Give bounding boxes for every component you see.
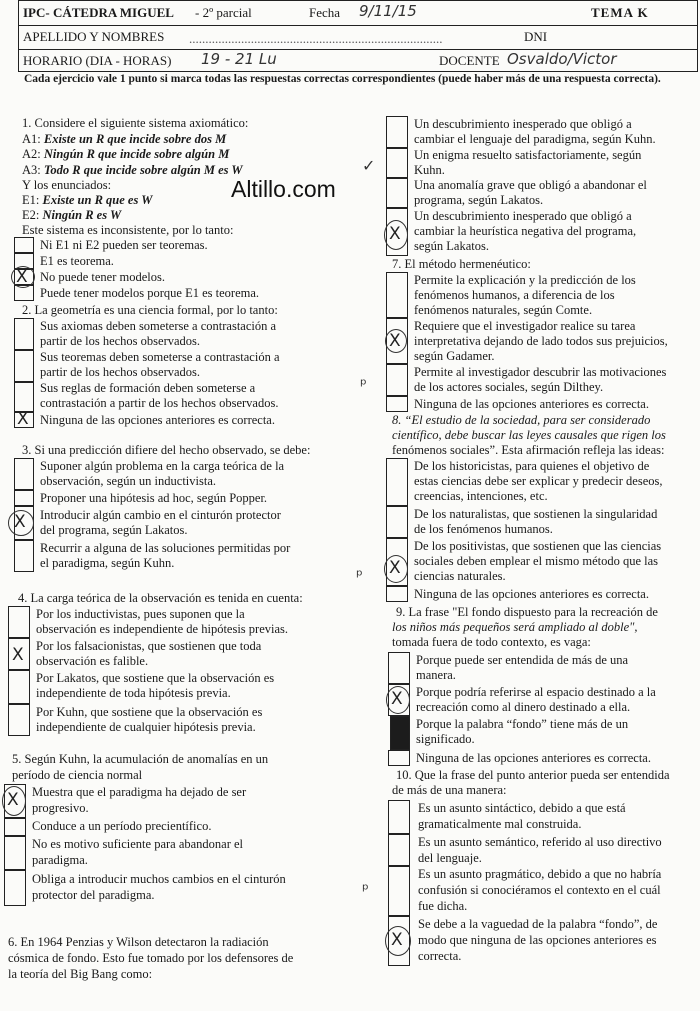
course-title: IPC- CÁTEDRA MIGUEL [23, 5, 174, 20]
docente-value[interactable]: Osvaldo/Victor [507, 50, 617, 68]
apellido-label: APELLIDO Y NOMBRES [23, 29, 165, 44]
instructions: Cada ejercicio vale 1 punto si marca todas las respuestas correctas correspondientes (puede haber más de una respuesta correcta). [24, 73, 661, 85]
q9-option-a-line1: Porque puede ser entendida de más de una [416, 653, 629, 667]
q2-checkbox-a[interactable] [14, 318, 34, 350]
q8-option-b-line1: De los naturalistas, que sostienen la singularidad [414, 507, 658, 521]
q10-option-c-line1: Es un asunto pragmático, debido a que no habría [418, 867, 662, 881]
q5-option-a-line2: progresivo. [32, 801, 89, 815]
q3-option-d-line1: Recurrir a alguna de las soluciones permitidas por [40, 541, 291, 555]
q8-option-b-line2: de los fenómenos humanos. [414, 522, 553, 536]
q7-checkbox-a[interactable] [386, 272, 408, 318]
q4-option-a-line1: Por los inductivistas, pues suponen que la [36, 607, 245, 621]
q9-stem-line3: tomada fuera de todo contexto, es vaga: [392, 635, 591, 649]
q7-option-a-line2: fenómenos humanos, a diferencia de los [414, 288, 615, 302]
q4-checkbox-c[interactable] [8, 670, 30, 704]
q5-checkbox-c[interactable] [4, 836, 26, 870]
header-row-2 [19, 25, 697, 50]
q10-checkbox-b[interactable] [388, 834, 410, 866]
q6-option-d-line3: según Lakatos. [414, 239, 489, 253]
q5-stem-line1: 5. Según Kuhn, la acumulación de anomalías en un [12, 752, 269, 766]
header-row-3 [19, 49, 697, 73]
q8-stem-line1: 8. “El estudio de la sociedad, para ser considerado [392, 413, 651, 427]
q10-stem-line2: de más de una manera: [392, 783, 507, 797]
q9-option-d: Ninguna de las opciones anteriores es correcta. [416, 751, 651, 765]
q4-checkbox-a[interactable] [8, 606, 30, 638]
q8-option-a-line2: estas ciencias debe ser explicar y predecir deseos, [414, 474, 663, 488]
q7-option-b-line1: Requiere que el investigador realice su tarea [414, 319, 636, 333]
q1-option-b: E1 es teorema. [40, 254, 114, 268]
q1-option-a: Ni E1 ni E2 pueden ser teoremas. [40, 238, 208, 252]
fecha-label: Fecha [309, 5, 341, 20]
q4-option-b-line2: observación es falible. [36, 654, 149, 668]
q7-checkbox-c[interactable] [386, 364, 408, 396]
fecha-value[interactable]: 9/11/15 [359, 2, 417, 20]
q8-checkbox-b[interactable] [386, 506, 408, 538]
q1-statement-1: E1: Existe un R que es W [22, 193, 153, 207]
q7-option-c-line1: Permite al investigador descubrir las motivaciones [414, 365, 667, 379]
q3-x-mark: X [14, 512, 26, 532]
q3-checkbox-d[interactable] [14, 540, 34, 572]
q5-option-d-line1: Obliga a introducir muchos cambios en el cinturón [32, 872, 286, 886]
horario-value[interactable]: 19 - 21 Lu [201, 50, 277, 68]
q9-checkbox-d[interactable] [388, 750, 410, 766]
q8-option-d: Ninguna de las opciones anteriores es correcta. [414, 587, 649, 601]
q10-x-mark: X [391, 930, 403, 950]
header-row-1 [19, 1, 697, 26]
q6-checkbox-b[interactable] [386, 148, 408, 178]
q3-checkbox-a[interactable] [14, 458, 34, 490]
q1-statement-2: E2: Ningún R es W [22, 208, 122, 222]
q6-option-b-line1: Un enigma resuelto satisfactoriamente, según [414, 148, 642, 162]
q9-checkbox-a[interactable] [388, 652, 410, 684]
margin-mark-q7: ᵖ [360, 375, 367, 394]
watermark: Altillo.com [231, 176, 336, 202]
q8-x-mark: X [389, 558, 401, 578]
q10-checkbox-a[interactable] [388, 800, 410, 834]
q2-option-a-line2: partir de los hechos observados. [40, 334, 201, 348]
q8-checkbox-a[interactable] [386, 458, 408, 506]
q1-axiom-1: A1: Existe un R que incide sobre dos M [22, 132, 227, 146]
q2-option-c-line1: Sus reglas de formación deben someterse a [40, 381, 256, 395]
q3-option-c-line2: del programa, según Lakatos. [40, 523, 188, 537]
exam-header [18, 0, 698, 72]
docente-label: DOCENTE [439, 53, 500, 68]
parcial-label: - 2º parcial [195, 5, 252, 20]
q3-option-a-line2: observación, según un inductivista. [40, 474, 217, 488]
q4-option-b-line1: Por los falsacionistas, que sostienen que toda [36, 639, 262, 653]
q6-option-a-line2: cambiar el lenguaje del paradigma, según Kuhn. [414, 132, 656, 146]
q6-stem-line2: cósmica de fondo. Esto fue tomado por los defensores de [8, 951, 294, 965]
q2-option-d: Ninguna de las opciones anteriores es correcta. [40, 413, 275, 427]
q7-option-a-line1: Permite la explicación y la predicción de los [414, 273, 636, 287]
q2-option-b-line2: partir de los hechos observados. [40, 365, 201, 379]
q10-option-c-line2: confusión si conociéramos el contexto en el cuál [418, 883, 661, 897]
q4-x-mark: X [12, 645, 24, 665]
q2-checkbox-c[interactable] [14, 382, 34, 412]
q7-option-b-line3: según Gadamer. [414, 349, 495, 363]
q2-option-a-line1: Sus axiomas deben someterse a contrastación a [40, 319, 277, 333]
q2-stem: 2. La geometría es una ciencia formal, por lo tanto: [22, 303, 278, 317]
q2-option-b-line1: Sus teoremas deben someterse a contrastación a [40, 350, 280, 364]
q6-checkbox-a[interactable] [386, 116, 408, 148]
q6-stem-line3: la teoría del Big Bang como: [8, 967, 153, 981]
q9-stem-line2: los niños más pequeños será ampliado al doble", [392, 620, 638, 634]
apellido-dots[interactable]: .............................................................................. [189, 31, 443, 46]
q4-option-c-line1: Por Lakatos, que sostiene que la observación es [36, 671, 275, 685]
q9-option-c-line1: Porque la palabra “fondo” tiene más de un [416, 717, 629, 731]
q8-option-c-line1: De los positivistas, que sostienen que las ciencias [414, 539, 662, 553]
q5-stem-line2: período de ciencia normal [12, 768, 143, 782]
q7-checkbox-d[interactable] [386, 396, 408, 412]
q6-option-c-line1: Una anomalía grave que obligó a abandonar el [414, 178, 647, 192]
q6-x-mark: X [389, 224, 401, 244]
horario-label: HORARIO (DIA - HORAS) [23, 53, 172, 68]
q6-stem-line1: 6. En 1964 Penzias y Wilson detectaron la radiación [8, 935, 269, 949]
q4-option-d-line1: Por Kuhn, que sostiene que la observación es [36, 705, 263, 719]
q1-tail: Este sistema es inconsistente, por lo tanto: [22, 223, 234, 237]
q7-option-b-line2: interpretativa dejando de lado todos sus prejuicios, [414, 334, 668, 348]
q6-option-b-line2: Kuhn. [414, 163, 445, 177]
dni-label: DNI [524, 29, 548, 44]
q8-option-c-line2: sociales deben emplear el mismo método que las [414, 554, 659, 568]
q9-option-c-line2: significado. [416, 732, 475, 746]
q10-option-b-line2: del lenguaje. [418, 851, 482, 865]
q4-option-d-line2: independiente de cualquier hipótesis previa. [36, 720, 256, 734]
q7-option-c-line2: de los actores sociales, según Dilthey. [414, 380, 604, 394]
q1-mid: Y los enunciados: [22, 178, 112, 192]
q4-checkbox-d[interactable] [8, 704, 30, 736]
q3-option-a-line1: Suponer algún problema en la carga teórica de la [40, 459, 285, 473]
q9-option-a-line2: manera. [416, 668, 456, 682]
q8-checkbox-d[interactable] [386, 586, 408, 602]
margin-mark-q6: ✓ [362, 156, 376, 175]
q8-stem-line2: científico, debe buscar las leyes causales que rigen los [392, 428, 666, 442]
q9-stem-line1: 9. La frase "El fondo dispuesto para la recreación de [396, 605, 658, 619]
q10-option-d-line3: correcta. [418, 949, 462, 963]
q6-option-d-line1: Un descubrimiento inesperado que obligó a [414, 209, 632, 223]
q1-x-mark: X [16, 267, 28, 287]
q7-x-mark: X [389, 331, 401, 351]
q3-option-b: Proponer una hipótesis ad hoc, según Popper. [40, 491, 268, 505]
q8-stem-line3: fenómenos sociales”. Esta afirmación refleja las ideas: [392, 443, 665, 457]
q2-x-mark: X [17, 409, 29, 429]
q9-x-mark: X [391, 689, 403, 709]
tema-label: TEMA K [591, 5, 649, 20]
q6-option-d-line2: cambiar la heurística negativa del programa, [414, 224, 637, 238]
q3-option-d-line2: el paradigma, según Kuhn. [40, 556, 175, 570]
q3-stem: 3. Si una predicción difiere del hecho observado, se debe: [22, 443, 311, 457]
q4-option-c-line2: independiente de toda hipótesis previa. [36, 686, 231, 700]
q8-option-a-line3: creencias, intenciones, etc. [414, 489, 548, 503]
q7-stem: 7. El método hermenéutico: [392, 257, 531, 271]
q10-option-d-line2: modo que ninguna de las opciones anteriores es [418, 933, 657, 947]
q10-option-c-line3: fue dicha. [418, 899, 468, 913]
q10-option-a-line1: Es un asunto sintáctico, debido a que está [418, 801, 626, 815]
q5-x-mark: X [7, 790, 19, 810]
q5-option-c-line1: No es motivo suficiente para abandonar el [32, 837, 244, 851]
q5-option-d-line2: protector del paradigma. [32, 888, 155, 902]
q10-stem-line1: 10. Que la frase del punto anterior pueda ser entendida [396, 768, 670, 782]
q3-checkbox-b[interactable] [14, 490, 34, 506]
q5-option-b: Conduce a un período precientífico. [32, 819, 212, 833]
q1-checkbox-a[interactable] [14, 237, 34, 253]
margin-mark-q8: ᵖ [356, 566, 363, 585]
q6-option-a-line1: Un descubrimiento inesperado que obligó a [414, 117, 632, 131]
q10-checkbox-c[interactable] [388, 866, 410, 916]
q5-checkbox-d[interactable] [4, 870, 26, 906]
q9-option-b-line2: recreación como al dinero destinado a ella. [416, 700, 631, 714]
q5-option-c-line2: paradigma. [32, 853, 88, 867]
q8-option-c-line3: ciencias naturales. [414, 569, 506, 583]
q4-option-a-line2: observación es independiente de hipótesis previas. [36, 622, 289, 636]
q1-stem: 1. Considere el siguiente sistema axiomático: [22, 116, 249, 130]
q4-stem: 4. La carga teórica de la observación es tenida en cuenta: [18, 591, 303, 605]
q6-checkbox-c[interactable] [386, 178, 408, 208]
q3-option-c-line1: Introducir algún cambio en el cinturón protector [40, 508, 281, 522]
q2-checkbox-b[interactable] [14, 350, 34, 382]
q8-option-a-line1: De los historicistas, para quienes el objetivo de [414, 459, 650, 473]
q5-option-a-line1: Muestra que el paradigma ha dejado de ser [32, 785, 247, 799]
q6-option-c-line2: programa, según Lakatos. [414, 193, 544, 207]
q1-option-c: No puede tener modelos. [40, 270, 165, 284]
q10-option-b-line1: Es un asunto semántico, referido al uso directivo [418, 835, 662, 849]
q7-option-d: Ninguna de las opciones anteriores es correcta. [414, 397, 649, 411]
q9-option-b-line1: Porque podría referirse al espacio destinado a la [416, 685, 656, 699]
q10-option-d-line1: Se debe a la vaguedad de la palabra “fondo”, de [418, 917, 658, 931]
q9-checkbox-c[interactable] [390, 716, 410, 750]
q2-option-c-line2: contrastación a partir de los hechos observados. [40, 396, 279, 410]
q7-circle-mark [385, 329, 407, 353]
margin-mark-q10: ᵖ [362, 880, 369, 899]
q7-option-a-line3: fenómenos naturales, según Comte. [414, 303, 593, 317]
q5-checkbox-b[interactable] [4, 818, 26, 836]
q1-axiom-3: A3: Todo R que incide sobre algún M es W [22, 163, 243, 177]
q1-axiom-2: A2: Ningún R que incide sobre algún M [22, 147, 230, 161]
q10-option-a-line2: gramaticalmente mal construida. [418, 817, 582, 831]
q1-option-d: Puede tener modelos porque E1 es teorema. [40, 286, 260, 300]
